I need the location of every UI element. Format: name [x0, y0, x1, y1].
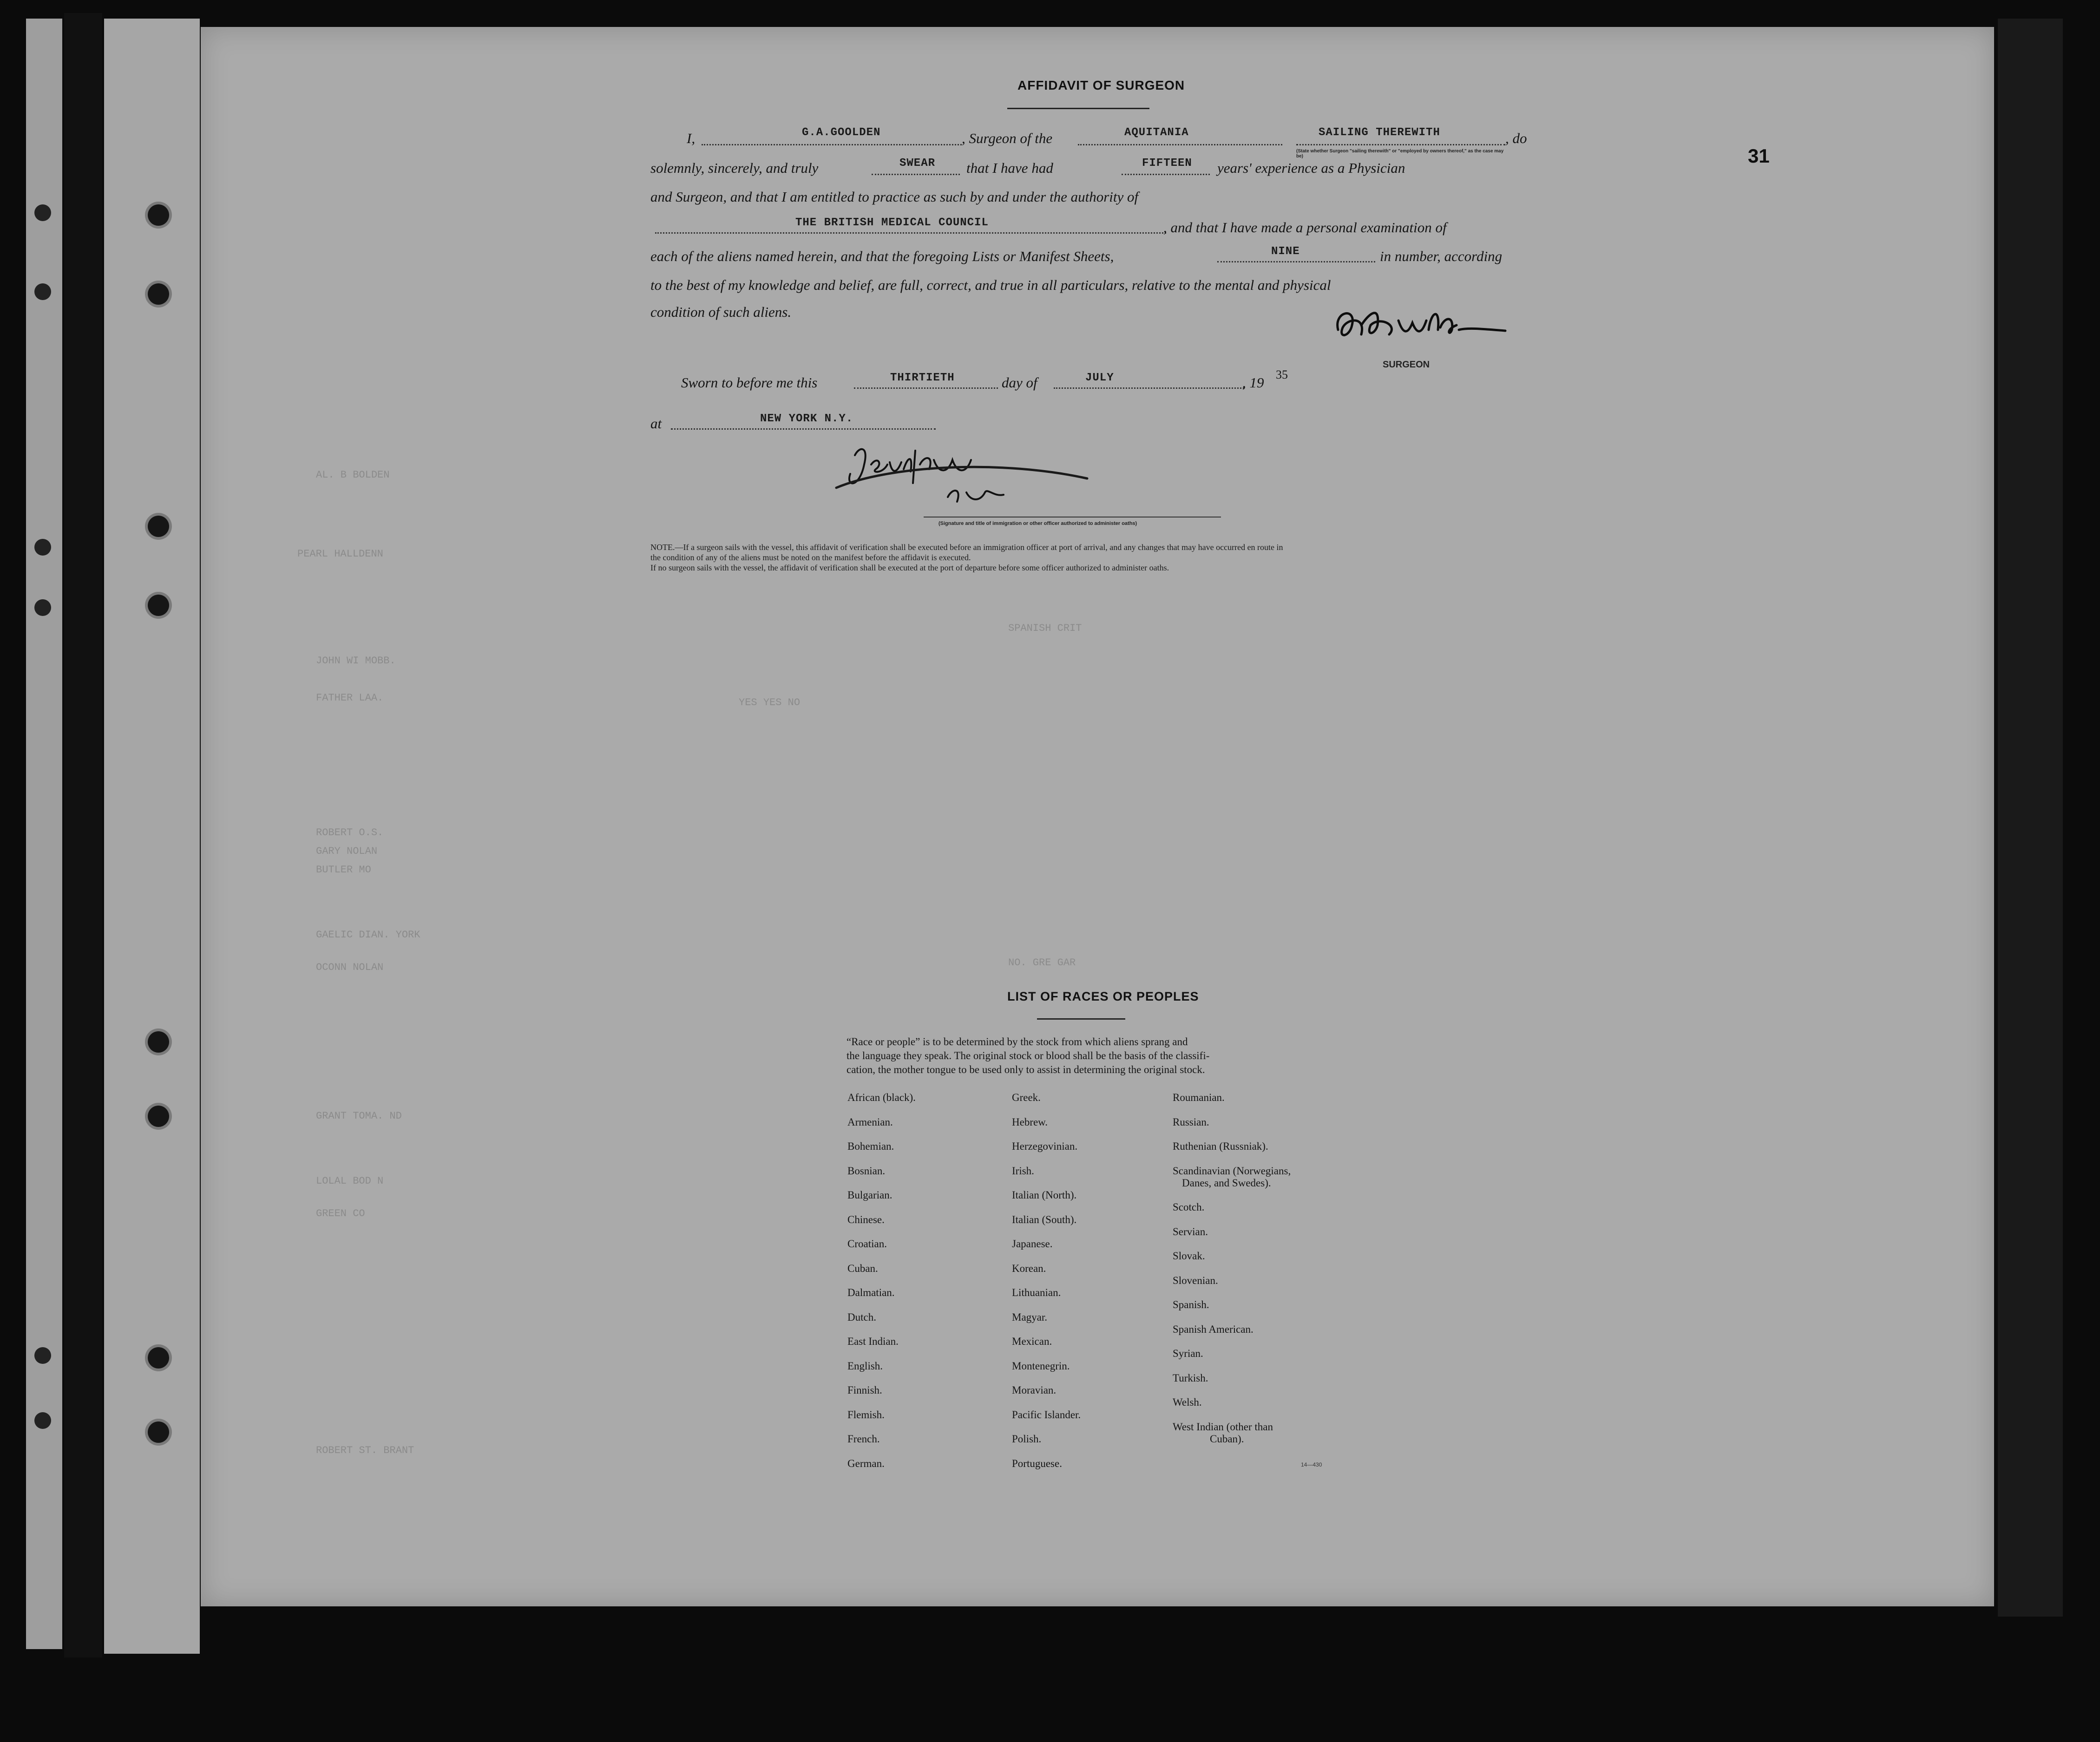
- form-code: 14—430: [1301, 1461, 1322, 1468]
- race-item: Flemish.: [847, 1408, 885, 1421]
- race-item: Pacific Islander.: [1012, 1408, 1081, 1421]
- race-item: Bulgarian.: [847, 1189, 892, 1201]
- sworn-month-blank: [1054, 387, 1244, 389]
- surgeon-name: G.A.GOOLDEN: [802, 126, 881, 139]
- race-item: Irish.: [1012, 1165, 1034, 1177]
- note-text-1: —If a surgeon sails with the vessel, this affidavit of verification shall be executed before an immigration officer at port of arrival, and any changes that may have occurred en route in: [675, 543, 1283, 552]
- affidavit-line6: to the best of my knowledge and belief, are full, correct, and true in all particulars, relative to the mental and physical: [650, 277, 1331, 293]
- race-item: Japanese.: [1012, 1238, 1053, 1250]
- sworn-day-blank: [854, 387, 998, 389]
- note-line-3: If no surgeon sails with the vessel, the affidavit of verification shall be executed at the port of departure before some officer authorized to administer oaths.: [650, 563, 1169, 572]
- bleed-through-text: YES YES NO: [739, 697, 801, 708]
- race-item: African (black).: [847, 1092, 916, 1103]
- race-item: Armenian.: [847, 1116, 893, 1128]
- officer-signature: [827, 437, 1124, 520]
- affidavit-line5-lead: each of the aliens named herein, and that the foregoing Lists or Manifest Sheets,: [650, 248, 1114, 264]
- note-line-2: the condition of any of the aliens must be noted on the manifest before the affidavit is executed.: [650, 553, 971, 562]
- surgeon-of-label: , Surgeon of the: [962, 130, 1053, 146]
- race-item: Moravian.: [1012, 1384, 1057, 1396]
- oath-word: SWEAR: [899, 157, 936, 170]
- sworn-day: THIRTIETH: [890, 372, 955, 384]
- binder-hole: [148, 204, 169, 226]
- race-item: Mexican.: [1012, 1336, 1052, 1347]
- race-item: Roumanian.: [1173, 1092, 1225, 1103]
- race-item: Spanish.: [1173, 1299, 1209, 1310]
- bleed-through-text: LOLAL BOD N: [316, 1175, 384, 1187]
- bleed-through-text: FATHER LAA.: [316, 692, 384, 704]
- sworn-lead: Sworn to before me this: [681, 374, 818, 391]
- bleed-through-text: BUTLER MO: [316, 864, 371, 876]
- year-prefix: , 19: [1242, 374, 1264, 391]
- year-suffix: 35: [1276, 368, 1288, 381]
- surgeon-status-note: (State whether Surgeon "sailing therewith" or "employed by owners thereof," as the case may be): [1296, 149, 1504, 159]
- do-label: , do: [1505, 130, 1527, 146]
- race-item: German.: [847, 1457, 885, 1469]
- race-item: Herzegovinian.: [1012, 1140, 1078, 1152]
- affidavit-line4-tail: , and that I have made a personal examination of: [1163, 219, 1447, 236]
- sworn-place: NEW YORK N.Y.: [760, 413, 853, 425]
- races-intro-2: the language they speak. The original stock or blood shall be the basis of the classifi-: [847, 1050, 1210, 1061]
- races-column-3: [1173, 1092, 1291, 1445]
- race-item: Lithuanian.: [1012, 1287, 1061, 1298]
- bleed-through-text: GREEN CO: [316, 1208, 365, 1219]
- affidavit-line1-lead: I,: [687, 130, 696, 146]
- binder-hole: [148, 1347, 169, 1369]
- races-intro-3: cation, the mother tongue to be used only to assist in determining the original stock.: [847, 1064, 1205, 1075]
- sailing-blank: [1296, 144, 1505, 145]
- race-item: Croatian.: [847, 1238, 887, 1250]
- race-item: English.: [847, 1360, 883, 1372]
- binder-hole: [148, 1031, 169, 1053]
- affidavit-line2-lead: solemnly, sincerely, and truly: [650, 160, 819, 176]
- bleed-through-text: JOHN WI MOBB.: [316, 655, 396, 667]
- binder-hole: [34, 283, 51, 300]
- races-column-1: [847, 1092, 916, 1482]
- note-label: NOTE.: [650, 543, 675, 552]
- manifest-sheet-count: NINE: [1271, 245, 1300, 258]
- race-item: Russian.: [1173, 1116, 1209, 1128]
- at-label: at: [650, 415, 662, 432]
- race-item: Greek.: [1012, 1092, 1041, 1103]
- race-item-continued: Cuban).: [1210, 1433, 1244, 1445]
- binder-rod: [64, 13, 102, 1657]
- oath-blank: [872, 174, 960, 175]
- race-item: Bosnian.: [847, 1165, 886, 1177]
- races-title: LIST OF RACES OR PEOPLES: [1007, 989, 1199, 1003]
- affidavit-line5-tail: in number, according: [1380, 248, 1503, 264]
- bleed-through-text: ROBERT ST. BRANT: [316, 1445, 414, 1456]
- bleed-through-text: GRANT TOMA. ND: [316, 1110, 402, 1122]
- years-blank: [1122, 174, 1210, 175]
- binder-strip: [26, 19, 62, 1649]
- binder-hole: [148, 516, 169, 537]
- sworn-month: JULY: [1085, 372, 1114, 384]
- race-item: Portuguese.: [1012, 1457, 1062, 1469]
- note-line-1: [650, 543, 1283, 552]
- years-experience: FIFTEEN: [1142, 157, 1192, 170]
- affidavit-title: AFFIDAVIT OF SURGEON: [1017, 78, 1185, 92]
- race-item: Polish.: [1012, 1433, 1042, 1445]
- binder-hole: [148, 1106, 169, 1127]
- officer-caption: (Signature and title of immigration or other officer authorized to administer oaths): [938, 521, 1137, 526]
- sheet-count-blank: [1217, 261, 1375, 262]
- underlying-binder-page: [104, 19, 200, 1654]
- race-item: East Indian.: [847, 1336, 899, 1347]
- race-item: Syrian.: [1173, 1348, 1203, 1359]
- race-item: Slovak.: [1173, 1250, 1205, 1262]
- licensing-authority: THE BRITISH MEDICAL COUNCIL: [795, 216, 989, 229]
- vessel-blank: [1078, 144, 1282, 145]
- race-item: Magyar.: [1012, 1311, 1048, 1323]
- binder-hole: [148, 1421, 169, 1443]
- bleed-through-text: GAELIC DIAN. YORK: [316, 929, 420, 941]
- race-item: Korean.: [1012, 1262, 1046, 1274]
- race-item: Hebrew.: [1012, 1116, 1048, 1128]
- race-item: Italian (North).: [1012, 1189, 1077, 1201]
- surgeon-name-blank: [702, 144, 962, 145]
- bleed-through-text: PEARL HALLDENN: [297, 548, 383, 560]
- binder-hole: [34, 599, 51, 616]
- race-item: Italian (South).: [1012, 1213, 1077, 1225]
- binder-hole: [34, 1412, 51, 1429]
- races-title-rule: [1037, 1018, 1125, 1020]
- race-item: Welsh.: [1173, 1396, 1202, 1408]
- authority-blank: [655, 232, 1166, 234]
- bleed-through-text: SPANISH CRIT: [1008, 622, 1082, 634]
- bleed-through-text: OCONN NOLAN: [316, 962, 384, 973]
- race-item: West Indian (other than: [1173, 1421, 1273, 1433]
- day-of-label: day of: [1002, 374, 1037, 391]
- place-blank: [671, 428, 936, 430]
- surgeon-signature: [1329, 297, 1515, 348]
- race-item: Scandinavian (Norwegians,: [1173, 1165, 1291, 1177]
- binder-hole: [34, 1347, 51, 1364]
- bleed-through-text: ROBERT O.S.: [316, 827, 384, 838]
- bleed-through-text: AL. B BOLDEN: [316, 469, 390, 481]
- race-item: Bohemian.: [847, 1140, 894, 1152]
- race-item: Ruthenian (Russniak).: [1173, 1140, 1268, 1152]
- races-column-2: [1012, 1092, 1081, 1482]
- bleed-through-text: GARY NOLAN: [316, 845, 378, 857]
- sailing-status: SAILING THEREWITH: [1319, 126, 1440, 139]
- races-intro-1: “Race or people” is to be determined by the stock from which aliens sprang and: [847, 1036, 1188, 1048]
- race-item: Finnish.: [847, 1384, 882, 1396]
- race-item: Chinese.: [847, 1213, 885, 1225]
- affidavit-line7: condition of such aliens.: [650, 304, 792, 320]
- race-item: French.: [847, 1433, 880, 1445]
- race-item: Slovenian.: [1173, 1274, 1218, 1286]
- race-item-continued: Danes, and Swedes).: [1182, 1177, 1271, 1189]
- race-item: Dalmatian.: [847, 1287, 895, 1298]
- binder-hole: [148, 595, 169, 616]
- vessel-name: AQUITANIA: [1124, 126, 1189, 139]
- race-item: Scotch.: [1173, 1201, 1205, 1213]
- page-number: 31: [1748, 145, 1770, 167]
- race-item: Turkish.: [1173, 1372, 1208, 1384]
- race-item: Spanish American.: [1173, 1323, 1253, 1335]
- race-item: Servian.: [1173, 1225, 1208, 1238]
- binder-hole: [34, 539, 51, 556]
- binder-hole: [34, 204, 51, 221]
- title-rule: [1007, 108, 1149, 109]
- scan-right-edge: [1998, 19, 2063, 1617]
- bleed-through-text: NO. GRE GAR: [1008, 957, 1076, 969]
- affidavit-line3: and Surgeon, and that I am entitled to practice as such by and under the authority of: [650, 189, 1139, 205]
- race-item: Dutch.: [847, 1311, 876, 1323]
- signature-caption: SURGEON: [1383, 360, 1430, 370]
- race-item: Cuban.: [847, 1262, 878, 1274]
- race-item: Montenegrin.: [1012, 1360, 1070, 1372]
- affidavit-line2-tail: years' experience as a Physician: [1217, 160, 1405, 176]
- binder-hole: [148, 283, 169, 305]
- affidavit-line2-mid: that I have had: [966, 160, 1053, 176]
